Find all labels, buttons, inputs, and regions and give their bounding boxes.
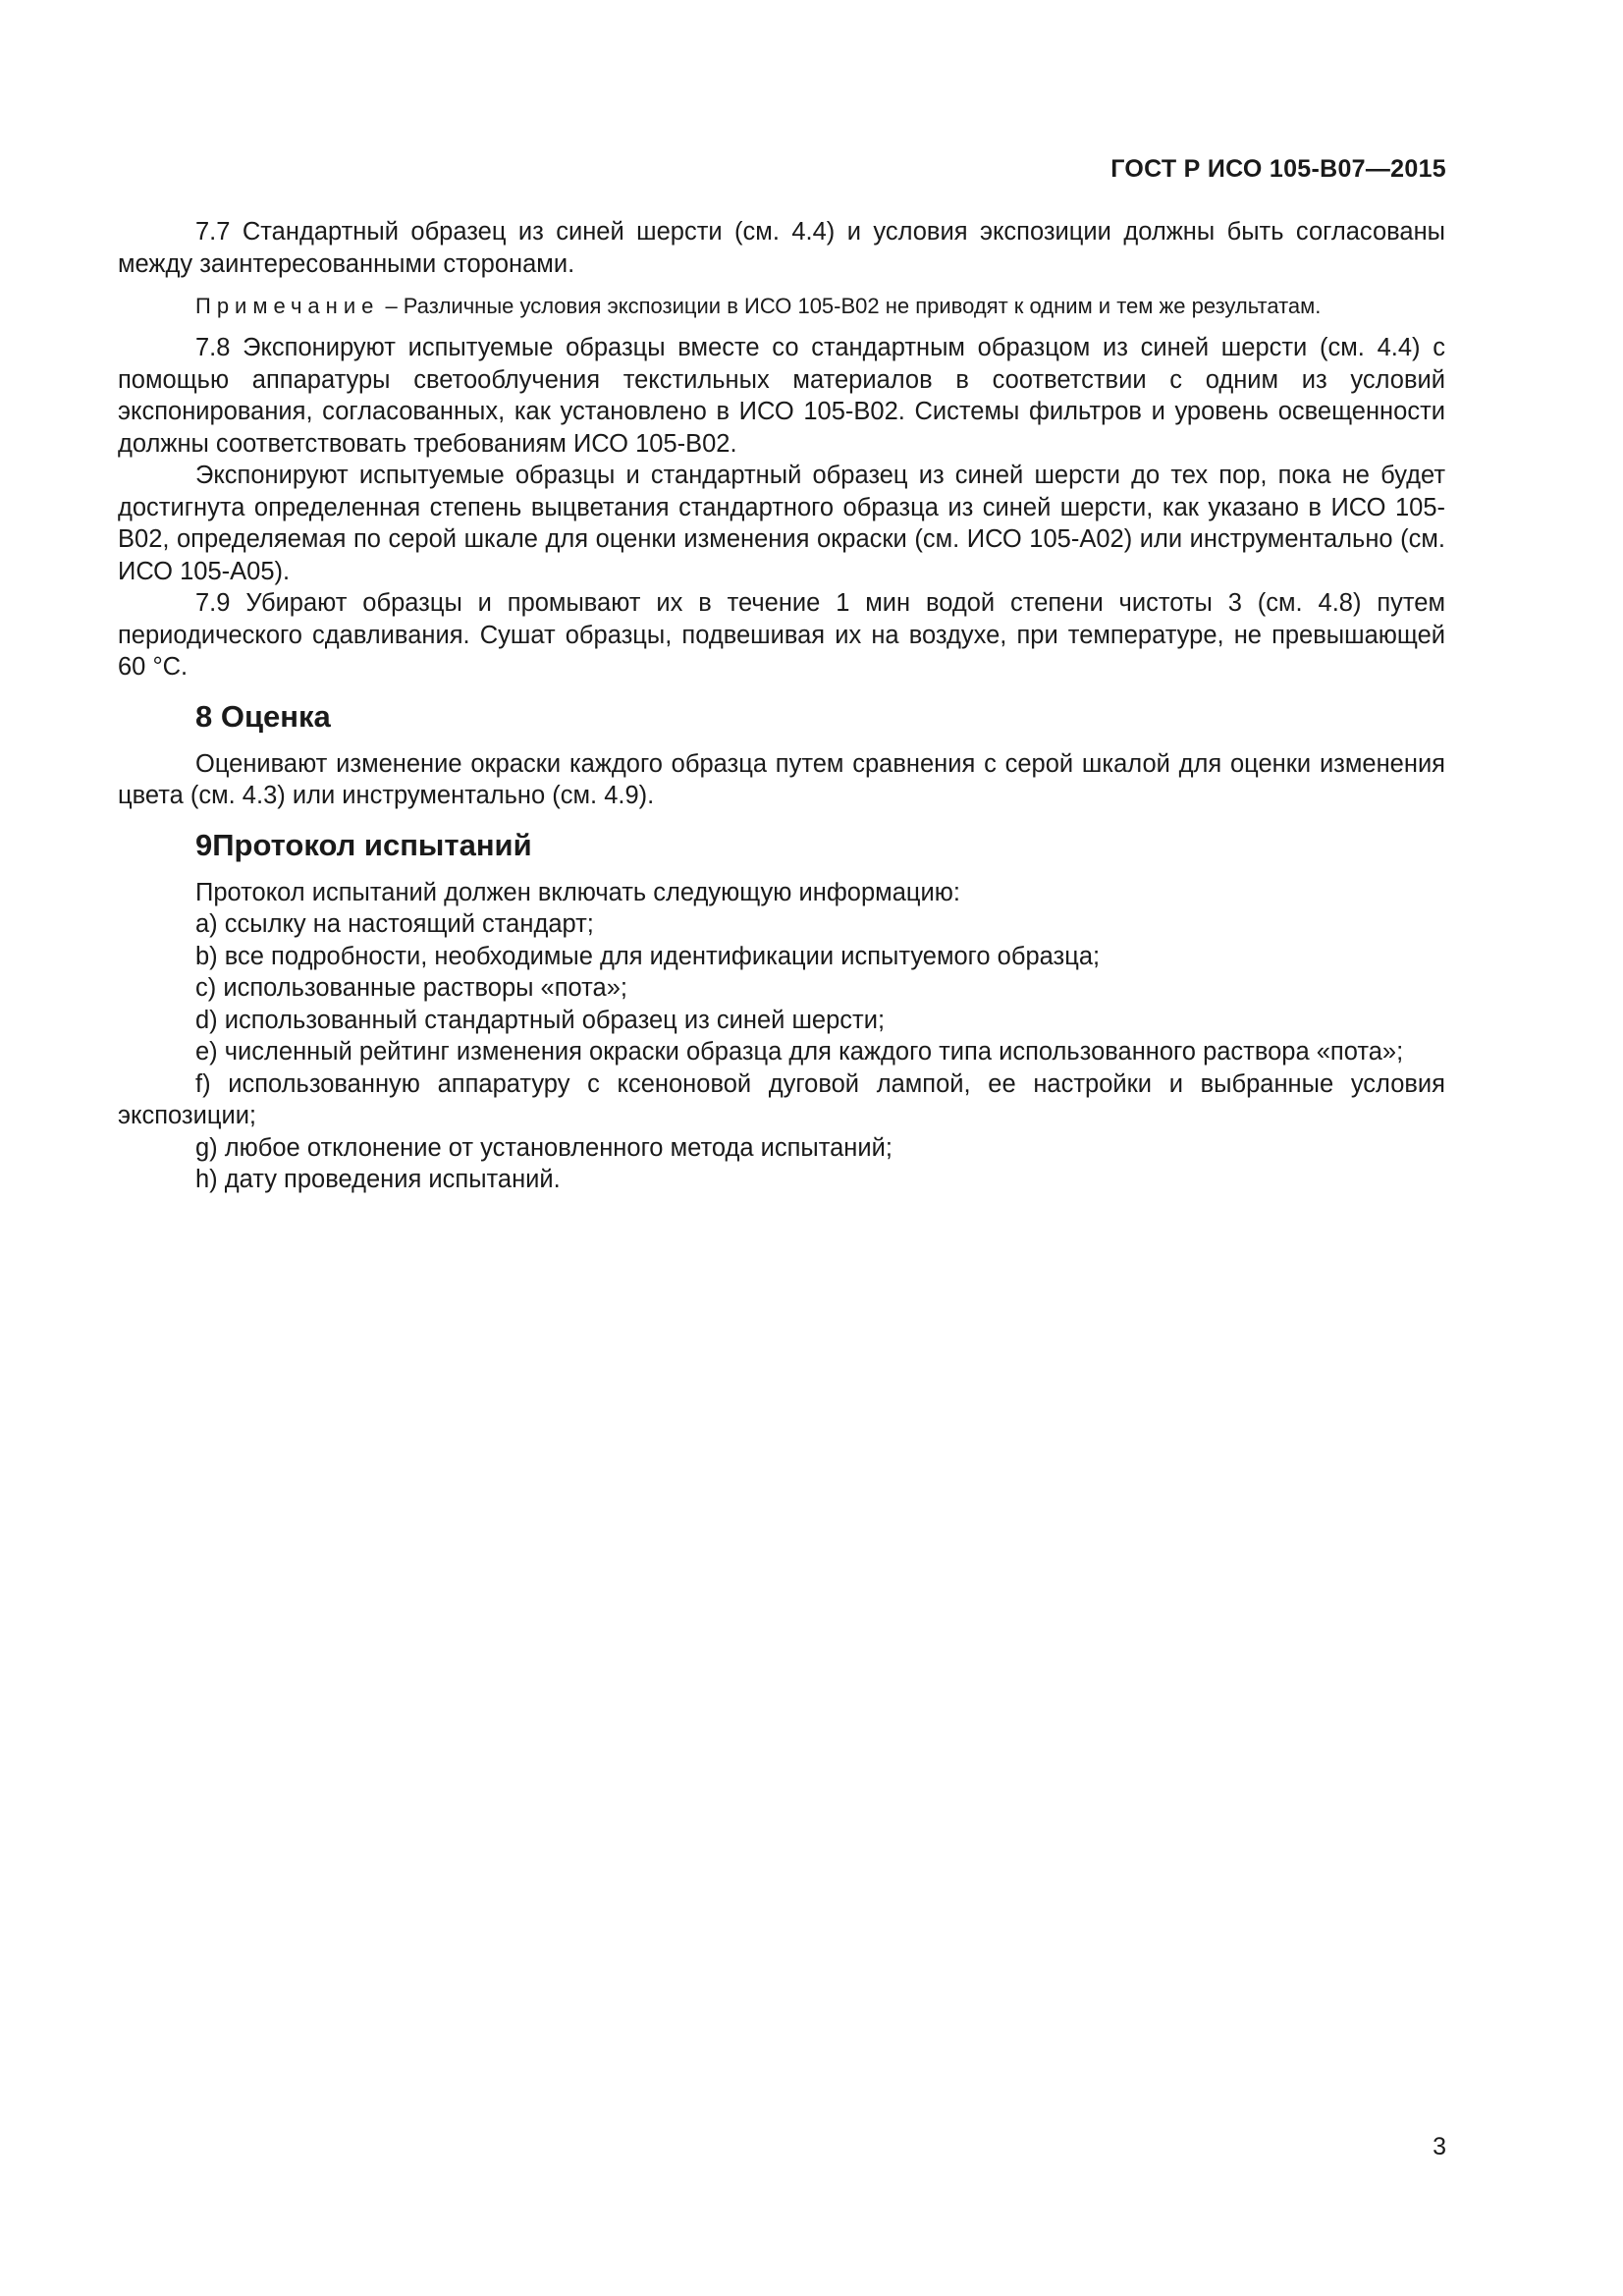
note-label: Примечание [195,294,380,318]
list-item: h) дату проведения испытаний. [195,1166,561,1193]
list-item: e) численный рейтинг изменения окраски образца для каждого типа использованного раствора «пота»; [195,1038,1404,1066]
note [118,292,1445,320]
paragraph-7-9: 7.9 Убирают образцы и промывают их в течение 1 мин водой степени чистоты 3 (см. 4.8) путем периодического сдавливания. Сушат образцы, подвешивая их на воздухе, при температуре, не превышающей 60 °С. [118,589,1445,681]
page-number: 3 [1433,2133,1446,2160]
list-item: d) использованный стандартный образец из синей шерсти; [195,1006,886,1034]
list-item: a) ссылку на настоящий стандарт; [195,910,594,938]
paragraph-7-8: 7.8 Экспонируют испытуемые образцы вместе со стандартным образцом из синей шерсти (см. 4.4) с помощью аппаратуры светооблучения текстильных материалов в соответствии с одним из условий экспонирования, согласованных, как установлено в ИСО 105-B02. Системы фильтров и уровень освещенности должны соответствовать требованиям ИСО 105-B02. [118,334,1445,458]
section-heading-9: 9Протокол испытаний [195,827,532,862]
list-item: c) использованные растворы «пота»; [195,974,627,1002]
note-text: – Различные условия экспозиции в ИСО 105-B02 не приводят к одним и тем же результатам. [379,294,1322,318]
document-body [118,216,1445,1196]
list-item: g) любое отклонение от установленного метода испытаний; [195,1133,893,1162]
paragraph-8: Оценивают изменение окраски каждого образца путем сравнения с серой шкалой для оценки изменения цвета (см. 4.3) или инструментально (см. 4.9). [118,749,1445,809]
section-heading-8: 8 Оценка [195,698,331,734]
list-item: b) все подробности, необходимые для идентификации испытуемого образца; [195,942,1101,970]
paragraph-7-7: 7.7 Стандартный образец из синей шерсти (см. 4.4) и условия экспозиции должны быть согласованы между заинтересованными сторонами. [118,218,1445,278]
document-code-header: ГОСТ Р ИСО 105-B07—2015 [1110,155,1446,183]
paragraph-9-intro: Протокол испытаний должен включать следующую информацию: [195,878,960,906]
paragraph-7-8-continued: Экспонируют испытуемые образцы и стандартный образец из синей шерсти до тех пор, пока не будет достигнута определенная степень выцветания стандартного образца из синей шерсти, как указано в ИСО 105-B02, определяемая по серой шкале для оценки изменения окраски (см. ИСО 105-A02) или инструментально (см. ИСО 105-A05). [118,462,1445,585]
list-item: f) использованную аппаратуру с ксеноновой дуговой лампой, ее настройки и выбранные условия экспозиции; [118,1069,1445,1129]
